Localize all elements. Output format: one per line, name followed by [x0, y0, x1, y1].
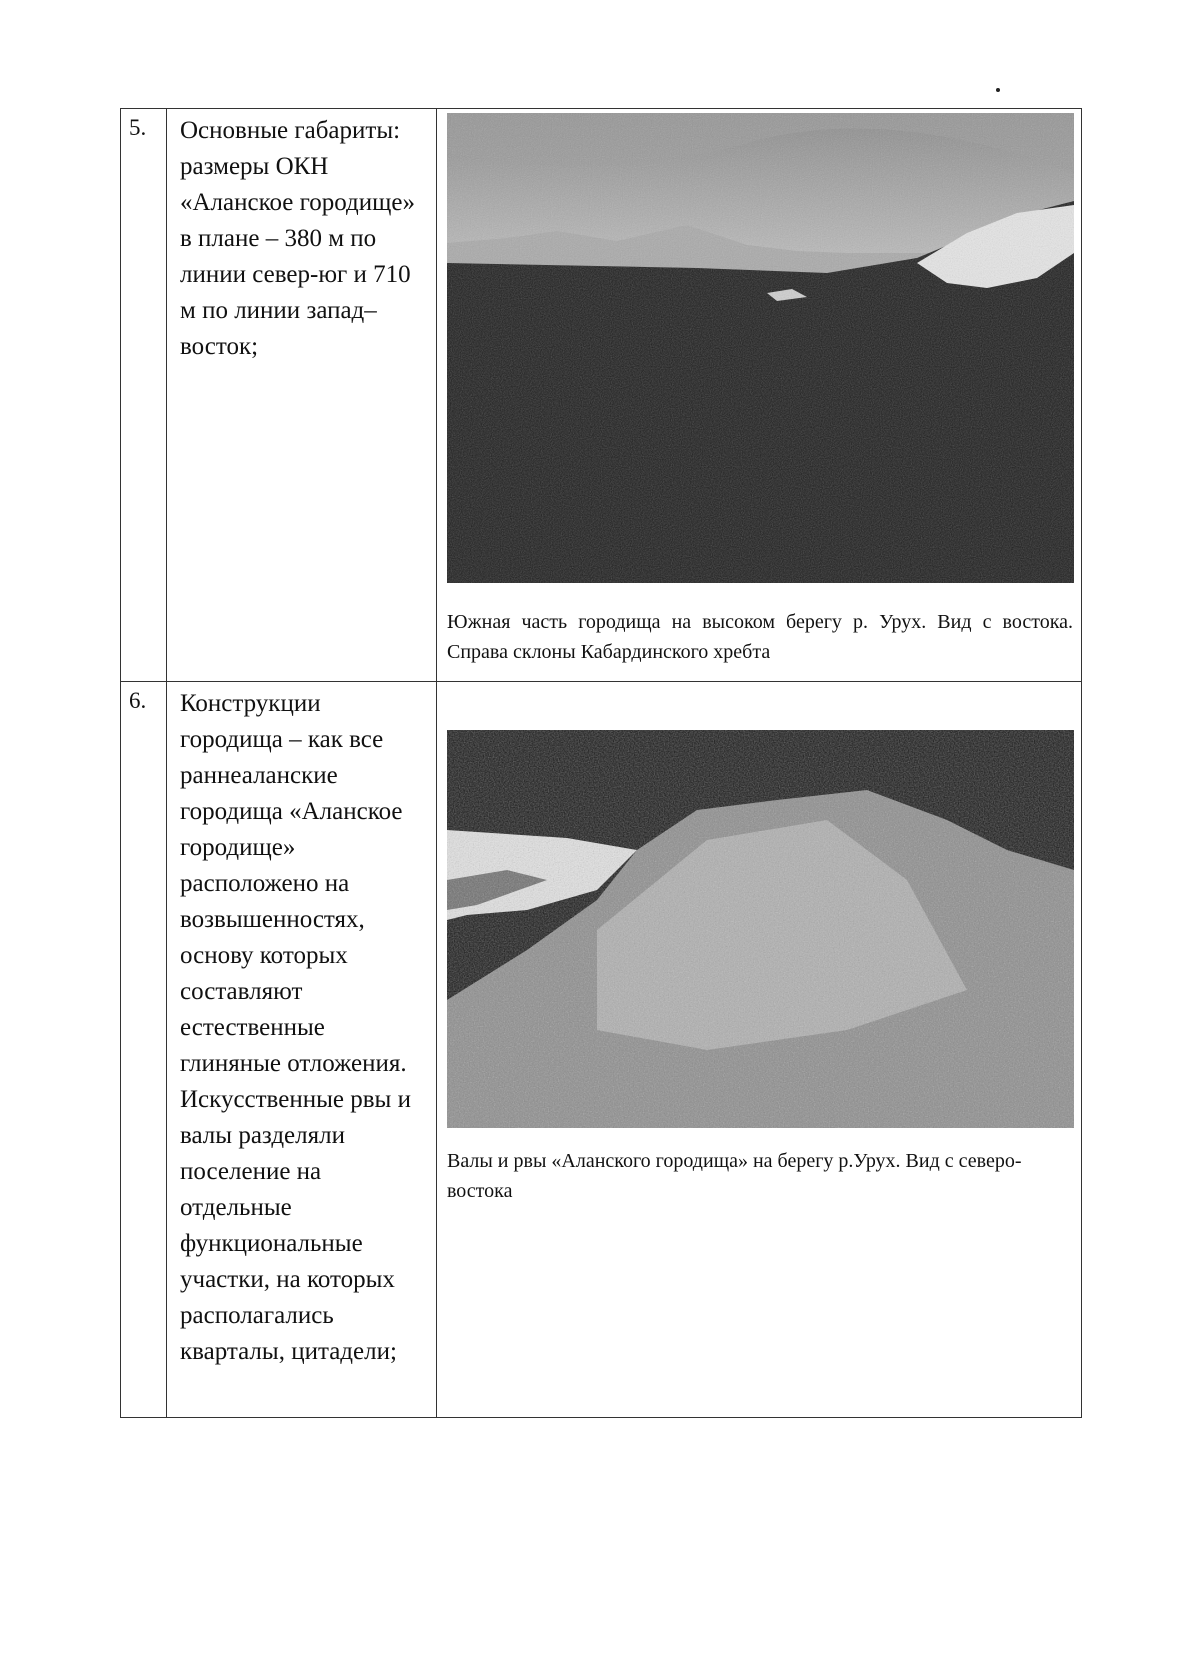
- row-description: Основные габариты: размеры ОКН «Аланское городище» в плане – 380 м по линии север-юг и 710 м по линии запад–восток;: [167, 109, 437, 682]
- landscape-photo: [447, 113, 1074, 583]
- row-description: Конструкции городища – как все раннеаланские городища «Аланское городище» расположено на возвышенностях, основу которых составляют естественные глиняные отложения. Искусственные рвы и валы разделяли поселение на отдельные функциональные участки, на которых располагались кварталы, цитадели;: [167, 682, 437, 1418]
- photo-cell: [437, 109, 1082, 682]
- rampart-photo: [447, 730, 1074, 1128]
- table-row: [121, 682, 1082, 1418]
- photo-caption: Южная часть городища на высоком берегу р. Урух. Вид с востока. Справа склоны Кабардинского хребта: [447, 611, 1073, 663]
- table-row: [121, 109, 1082, 682]
- photo-cell: [437, 682, 1082, 1418]
- scan-dot: [996, 88, 1000, 92]
- document-table: [120, 108, 1082, 1418]
- row-number: 6.: [121, 682, 167, 1418]
- row-number: 5.: [121, 109, 167, 682]
- photo-caption: Валы и рвы «Аланского городища» на берегу р.Урух. Вид с северо-востока: [447, 1150, 1022, 1202]
